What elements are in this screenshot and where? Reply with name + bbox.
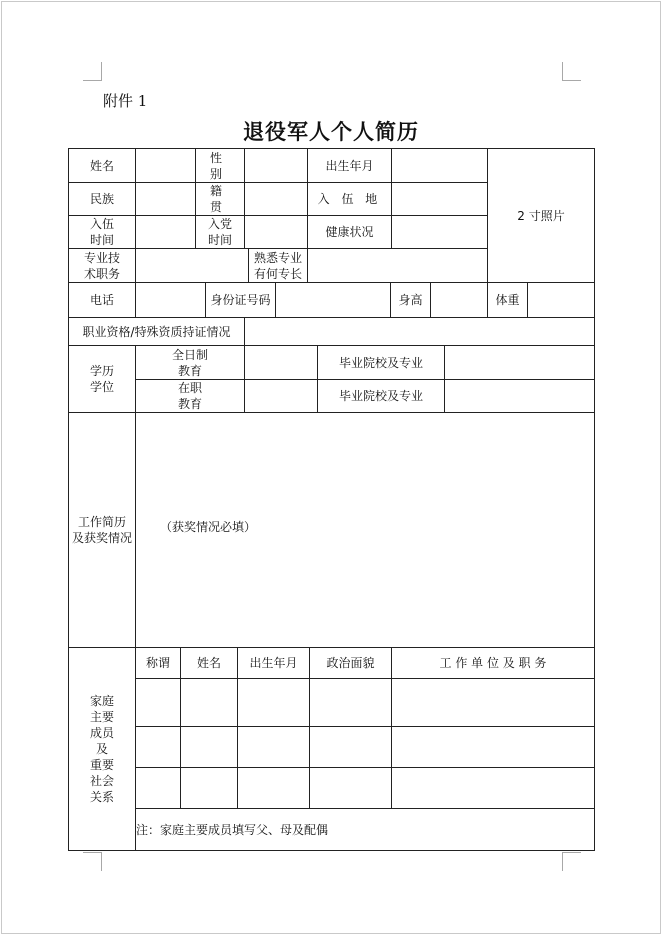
family-row-1-politics[interactable] xyxy=(309,678,392,727)
birth-label: 出生年月 xyxy=(307,148,392,183)
document-title: 退役军人个人简历 xyxy=(243,119,419,144)
height-label: 身高 xyxy=(390,282,431,318)
birth-field[interactable] xyxy=(391,148,488,183)
photo-box[interactable]: 2 寸照片 xyxy=(487,148,595,283)
resume-label: 工作简历 及获奖情况 xyxy=(68,412,136,648)
family-label: 家庭 主要 成员 及 重要 社会 关系 xyxy=(68,647,136,851)
enlist-place-field[interactable] xyxy=(391,182,488,216)
family-row-1-birth[interactable] xyxy=(237,678,310,727)
education-label: 学历 学位 xyxy=(68,345,136,413)
health-field[interactable] xyxy=(391,215,488,249)
family-row-3-work[interactable] xyxy=(391,767,595,809)
gender-label: 性 别 xyxy=(195,148,245,183)
family-header-relation: 称谓 xyxy=(135,647,181,679)
gender-field[interactable] xyxy=(244,148,308,183)
id-number-label: 身份证号码 xyxy=(205,282,276,318)
resume-field[interactable] xyxy=(135,412,595,648)
enlist-time-field[interactable] xyxy=(135,215,196,249)
resume-hint: （获奖情况必填） xyxy=(160,520,257,534)
ethnic-field[interactable] xyxy=(135,182,196,216)
fulltime-degree-field[interactable] xyxy=(244,345,318,380)
specialty-field[interactable] xyxy=(307,248,488,283)
family-header-name: 姓名 xyxy=(180,647,238,679)
crop-mark-bottom-right xyxy=(562,852,581,871)
id-number-field[interactable] xyxy=(275,282,391,318)
family-row-2-birth[interactable] xyxy=(237,726,310,768)
family-row-3-name[interactable] xyxy=(180,767,238,809)
phone-field[interactable] xyxy=(135,282,206,318)
native-place-label: 籍 贯 xyxy=(195,182,245,216)
family-row-3-birth[interactable] xyxy=(237,767,310,809)
height-field[interactable] xyxy=(430,282,488,318)
family-header-politics: 政治面貌 xyxy=(309,647,392,679)
inservice-degree-field[interactable] xyxy=(244,379,318,413)
party-time-field[interactable] xyxy=(244,215,308,249)
crop-mark-top-left xyxy=(83,62,102,81)
family-header-work: 工 作 单 位 及 职 务 xyxy=(391,647,595,679)
family-row-2-relation[interactable] xyxy=(135,726,181,768)
fulltime-school-field[interactable] xyxy=(444,345,595,380)
crop-mark-top-right xyxy=(562,62,581,81)
party-time-label: 入党 时间 xyxy=(195,215,245,249)
weight-label: 体重 xyxy=(487,282,528,318)
name-label: 姓名 xyxy=(68,148,136,183)
tech-title-field[interactable] xyxy=(135,248,249,283)
fulltime-education-label: 全日制 教育 xyxy=(135,345,245,380)
crop-mark-bottom-left xyxy=(83,852,102,871)
family-row-3-politics[interactable] xyxy=(309,767,392,809)
family-row-1-relation[interactable] xyxy=(135,678,181,727)
family-note: 注：家庭主要成员填写父、母及配偶 xyxy=(135,808,595,851)
inservice-school-label: 毕业院校及专业 xyxy=(317,379,445,413)
health-label: 健康状况 xyxy=(307,215,392,249)
weight-field[interactable] xyxy=(527,282,595,318)
enlist-time-label: 入伍 时间 xyxy=(68,215,136,249)
native-place-field[interactable] xyxy=(244,182,308,216)
attachment-label: 附件 1 xyxy=(103,92,148,110)
family-header-birth: 出生年月 xyxy=(237,647,310,679)
family-row-2-name[interactable] xyxy=(180,726,238,768)
cert-field[interactable] xyxy=(244,317,595,346)
name-field[interactable] xyxy=(135,148,196,183)
enlist-place-label: 入 伍 地 xyxy=(307,182,392,216)
tech-title-label: 专业技 术职务 xyxy=(68,248,136,283)
family-row-2-work[interactable] xyxy=(391,726,595,768)
phone-label: 电话 xyxy=(68,282,136,318)
cert-label: 职业资格/特殊资质持证情况 xyxy=(68,317,245,346)
ethnic-label: 民族 xyxy=(68,182,136,216)
inservice-school-field[interactable] xyxy=(444,379,595,413)
family-row-1-work[interactable] xyxy=(391,678,595,727)
inservice-education-label: 在职 教育 xyxy=(135,379,245,413)
family-row-3-relation[interactable] xyxy=(135,767,181,809)
family-row-1-name[interactable] xyxy=(180,678,238,727)
family-row-2-politics[interactable] xyxy=(309,726,392,768)
specialty-label: 熟悉专业 有何专长 xyxy=(248,248,308,283)
fulltime-school-label: 毕业院校及专业 xyxy=(317,345,445,380)
